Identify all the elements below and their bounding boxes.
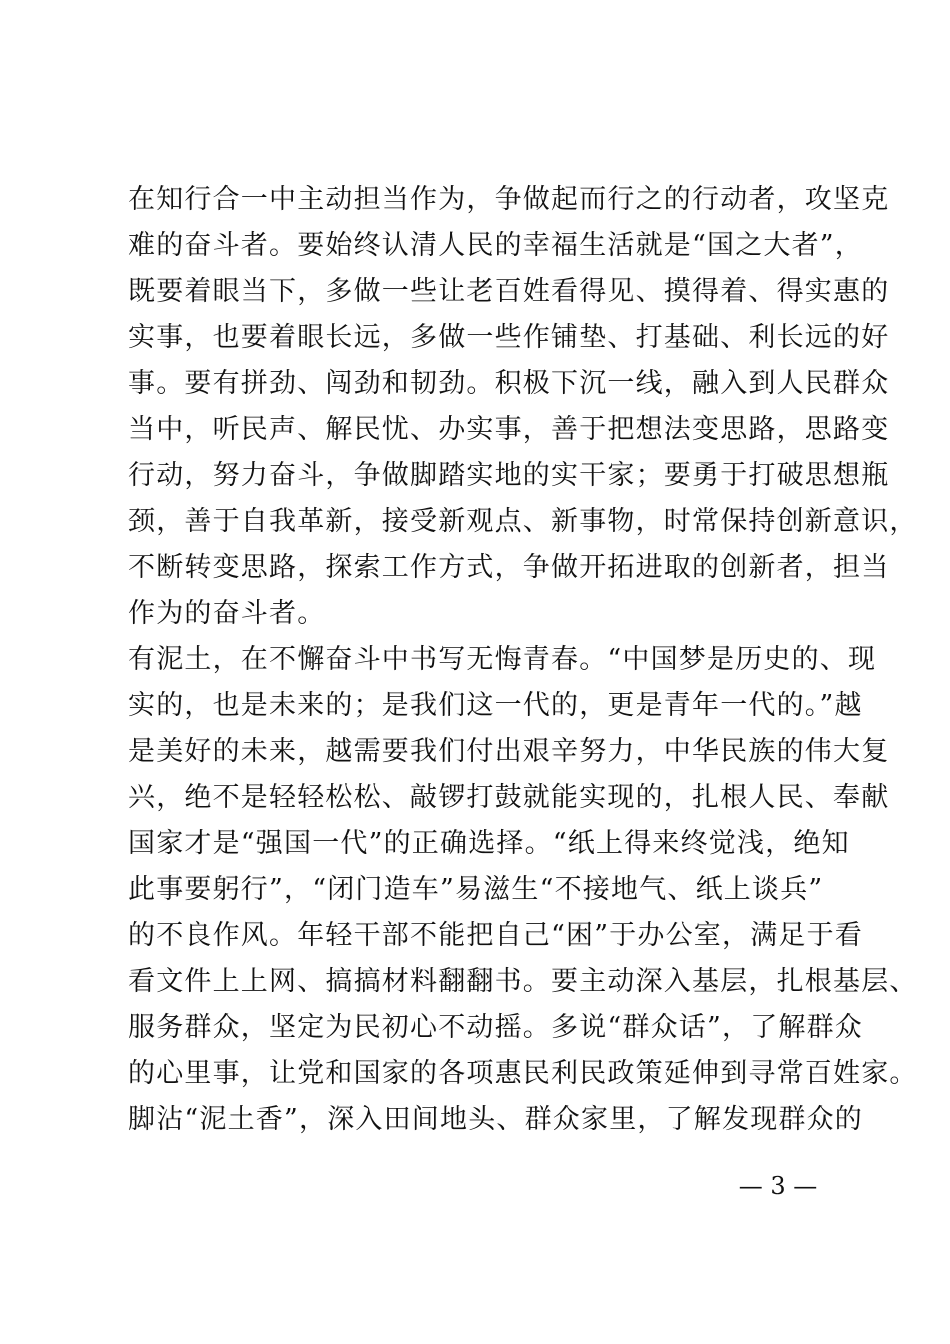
text-line: 实事，也要着眼长远，多做一些作铺垫、打基础、利长远的好	[128, 322, 890, 353]
text-line: 看文件上上网、搞搞材料翻翻书。要主动深入基层，扎根基层、	[128, 966, 918, 997]
text-line: 颈，善于自我革新，接受新观点、新事物，时常保持创新意识，	[128, 506, 918, 537]
text-line: 行动，努力奋斗，争做脚踏实地的实干家；要勇于打破思想瓶	[128, 460, 890, 491]
text-line: 实的，也是未来的；是我们这一代的，更是青年一代的。”越	[128, 690, 863, 721]
text-line: 脚沾“泥土香”，深入田间地头、群众家里，了解发现群众的	[128, 1104, 864, 1135]
text-line: 不断转变思路，探索工作方式，争做开拓进取的创新者，担当	[128, 552, 890, 583]
text-line: 国家才是“强国一代”的正确选择。“纸上得来终觉浅，绝知	[128, 828, 850, 859]
text-line: 作为的奋斗者。	[128, 598, 326, 629]
text-line: 既要着眼当下，多做一些让老百姓看得见、摸得着、得实惠的	[128, 276, 890, 307]
text-line: 难的奋斗者。要始终认清人民的幸福生活就是“国之大者”，	[128, 230, 864, 261]
text-line: 的不良作风。年轻干部不能把自己“困”于办公室，满足于看	[128, 920, 864, 951]
text-line: 在知行合一中主动担当作为，争做起而行之的行动者，攻坚克	[128, 184, 890, 215]
text-line: 是美好的未来，越需要我们付出艰辛努力，中华民族的伟大复	[128, 736, 890, 767]
text-line: 有泥土，在不懈奋斗中书写无悔青春。“中国梦是历史的、现	[128, 644, 877, 675]
text-line: 的心里事，让党和国家的各项惠民利民政策延伸到寻常百姓家。	[128, 1058, 918, 1089]
text-line: 事。要有拼劲、闯劲和韧劲。积极下沉一线，融入到人民群众	[128, 368, 890, 399]
text-line: 此事要躬行”，“闭门造车”易滋生“不接地气、纸上谈兵”	[128, 874, 824, 905]
page-number: — 3 —	[738, 1172, 818, 1200]
text-line: 兴，绝不是轻轻松松、敲锣打鼓就能实现的，扎根人民、奉献	[128, 782, 890, 813]
text-line: 服务群众，坚定为民初心不动摇。多说“群众话”，了解群众	[128, 1012, 864, 1043]
text-line: 当中，听民声、解民忧、办实事，善于把想法变思路，思路变	[128, 414, 890, 445]
